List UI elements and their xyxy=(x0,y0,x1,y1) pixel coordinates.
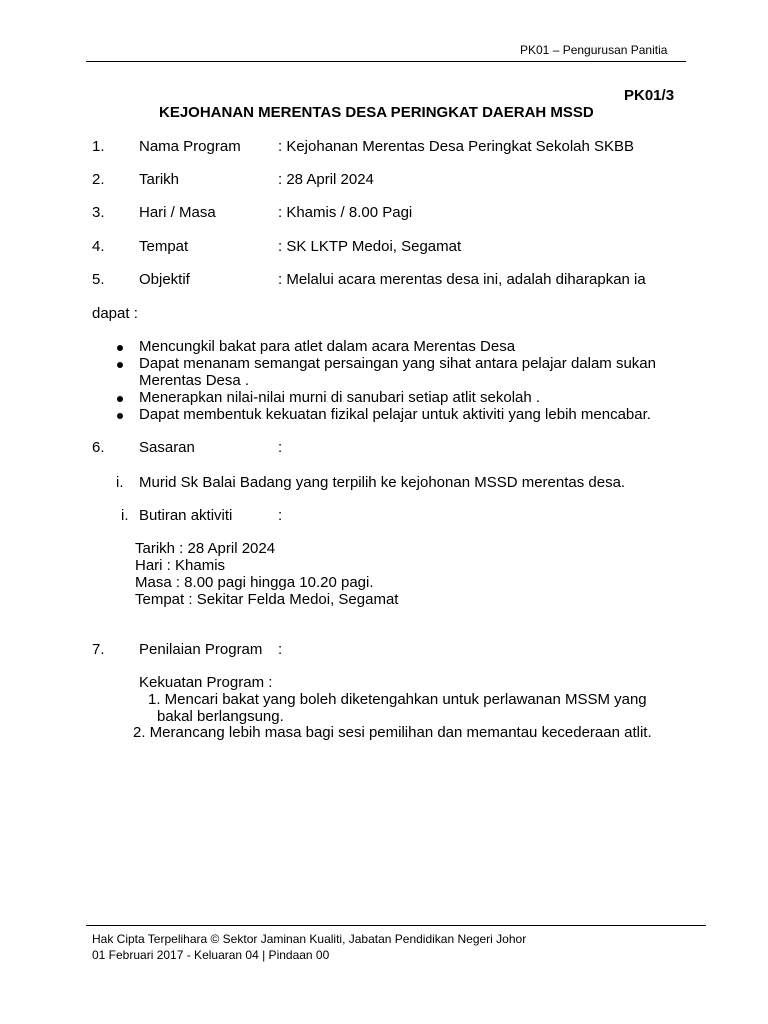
sub-item-label: Butiran aktiviti xyxy=(139,507,233,524)
strength-point: 1. Mencari bakat yang boleh diketengahkan untuk perlawanan MSSM yang xyxy=(148,691,647,708)
document-title: KEJOHANAN MERENTAS DESA PERINGKAT DAERAH MSSD xyxy=(159,104,594,121)
detail-line: Tempat : Sekitar Felda Medoi, Segamat xyxy=(135,591,399,608)
list-item: Dapat membentuk kekuatan fizikal pelajar untuk aktiviti yang lebih mencabar. xyxy=(139,406,651,423)
dapat-text: dapat : xyxy=(92,305,138,322)
document-code: PK01/3 xyxy=(624,87,675,104)
item-value: : Kejohanan Merentas Desa Peringkat Sekolah SKBB xyxy=(278,138,635,155)
bullet-icon xyxy=(117,413,123,419)
bullet-icon xyxy=(117,345,123,351)
item-number: 7. xyxy=(92,641,105,658)
item-value: : 28 April 2024 xyxy=(278,171,374,188)
strength-heading: Kekuatan Program : xyxy=(139,674,273,691)
sub-item-number: i. xyxy=(116,474,124,491)
strength-point: 2. Merancang lebih masa bagi sesi pemilihan dan memantau kecederaan atlit. xyxy=(133,724,652,741)
item-number: 2. xyxy=(92,171,105,188)
strength-point-continuation: bakal berlangsung. xyxy=(157,708,284,725)
item-label: Tempat xyxy=(139,238,189,255)
footer-copyright: Hak Cipta Terpelihara © Sektor Jaminan Kualiti, Jabatan Pendidikan Negeri Johor xyxy=(92,932,527,946)
item-number: 1. xyxy=(92,138,105,155)
detail-line: Tarikh : 28 April 2024 xyxy=(135,540,276,557)
sub-item-number: i. xyxy=(121,507,129,524)
item-value: : Khamis / 8.00 Pagi xyxy=(278,204,413,221)
detail-line: Hari : Khamis xyxy=(135,557,226,574)
bullet-icon xyxy=(117,362,123,368)
footer-version: 01 Februari 2017 - Keluaran 04 | Pindaan 00 xyxy=(92,948,330,962)
sub-item-text: Murid Sk Balai Badang yang terpilih ke kejohonan MSSD merentas desa. xyxy=(139,474,626,491)
running-header: PK01 – Pengurusan Panitia xyxy=(520,43,668,57)
item-value: : Melalui acara merentas desa ini, adalah diharapkan ia xyxy=(278,271,646,288)
item-label: Nama Program xyxy=(139,138,241,155)
list-item: Menerapkan nilai-nilai murni di sanubari setiap atlit sekolah . xyxy=(139,389,541,406)
item-label: Penilaian Program xyxy=(139,641,263,658)
bullet-icon xyxy=(117,396,123,402)
item-number: 4. xyxy=(92,238,105,255)
item-label: Tarikh xyxy=(139,171,180,188)
item-value: : SK LKTP Medoi, Segamat xyxy=(278,238,462,255)
list-item: Mencungkil bakat para atlet dalam acara Merentas Desa xyxy=(139,338,516,355)
list-item-continuation: Merentas Desa . xyxy=(139,372,250,389)
item-colon: : xyxy=(278,641,283,658)
item-colon: : xyxy=(278,439,283,456)
item-number: 3. xyxy=(92,204,105,221)
item-colon: : xyxy=(278,507,283,524)
item-number: 5. xyxy=(92,271,105,288)
footer-rule xyxy=(86,925,706,926)
header-rule xyxy=(86,61,686,62)
detail-line: Masa : 8.00 pagi hingga 10.20 pagi. xyxy=(135,574,374,591)
item-label: Objektif xyxy=(139,271,190,288)
item-label: Hari / Masa xyxy=(139,204,216,221)
item-number: 6. xyxy=(92,439,105,456)
item-label: Sasaran xyxy=(139,439,195,456)
list-item: Dapat menanam semangat persaingan yang sihat antara pelajar dalam sukan xyxy=(139,355,656,372)
